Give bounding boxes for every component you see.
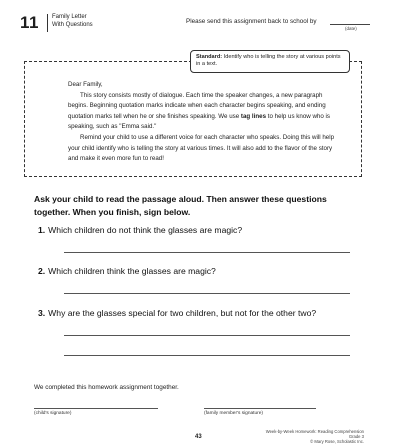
child-signature-line[interactable]: [34, 408, 158, 409]
question-2-number: 2.: [38, 266, 46, 276]
page-number: 43: [195, 434, 202, 440]
child-signature-caption: (child's signature): [34, 411, 72, 416]
letter-paragraph-2: Remind your child to use a different voice for each character who speaks. Doing this will help your child identify who is telling the story at various times. It will also add to the flavor of the story and make it even more fun to read!: [68, 133, 335, 163]
question-3-text: Why are the glasses special for two children, but not for the other two?: [48, 308, 317, 318]
family-letter: [68, 80, 340, 165]
standard-label: Standard:: [196, 54, 223, 60]
letter-paragraph-1: [68, 91, 340, 133]
answer-line-3a[interactable]: [64, 335, 350, 336]
question-1-text: Which children do not think the glasses are magic?: [48, 225, 243, 235]
answer-line-1[interactable]: [64, 252, 350, 253]
family-signature-caption: (family member's signature): [204, 411, 264, 416]
credit-line-1: Week-by-Week Homework: Reading Comprehension Grade 3: [265, 429, 364, 440]
header-title-line2: With Questions: [52, 21, 93, 28]
instructions: Ask your child to read the passage aloud. Then answer these questions together. When you finish, sign below.: [34, 194, 327, 217]
letter-paragraph-1-start: This story consists mostly of dialogue. Each time the speaker changes, a new paragraph begins. Beginning quotation marks indicate when each character begins speaking, and ending quotation marks tell when he or she finishes speaking. We use: [68, 91, 326, 120]
family-signature-line[interactable]: [204, 408, 316, 409]
letter-greeting: Dear Family,: [68, 81, 103, 88]
letter-paragraph-1-end: to help us know who is speaking, such as "Emma said.": [68, 112, 331, 131]
standard-box: [190, 50, 350, 73]
credit-line: [264, 429, 364, 445]
header-title: [52, 14, 93, 29]
standard-text: Identify who is telling the story at various points in a text.: [196, 54, 341, 67]
question-2: [38, 266, 216, 276]
lesson-number: 11: [20, 13, 39, 32]
question-1: [38, 225, 242, 235]
header-title-line1: Family Letter: [52, 14, 87, 20]
answer-line-3b[interactable]: [64, 355, 350, 356]
question-1-number: 1.: [38, 225, 46, 235]
send-back-text: Please send this assignment back to school by: [186, 18, 317, 25]
answer-line-2[interactable]: [64, 293, 350, 294]
question-3: [38, 308, 316, 318]
date-caption: (date): [345, 26, 357, 31]
question-3-number: 3.: [38, 308, 46, 318]
completion-statement: We completed this homework assignment together.: [34, 384, 179, 391]
question-2-text: Which children think the glasses are magic?: [48, 266, 216, 276]
date-line[interactable]: [330, 24, 370, 25]
tag-lines-term: tag lines: [240, 112, 267, 120]
header-divider: [47, 14, 48, 32]
credit-line-2: © Mary Rose, Scholastic Inc.: [310, 439, 364, 445]
